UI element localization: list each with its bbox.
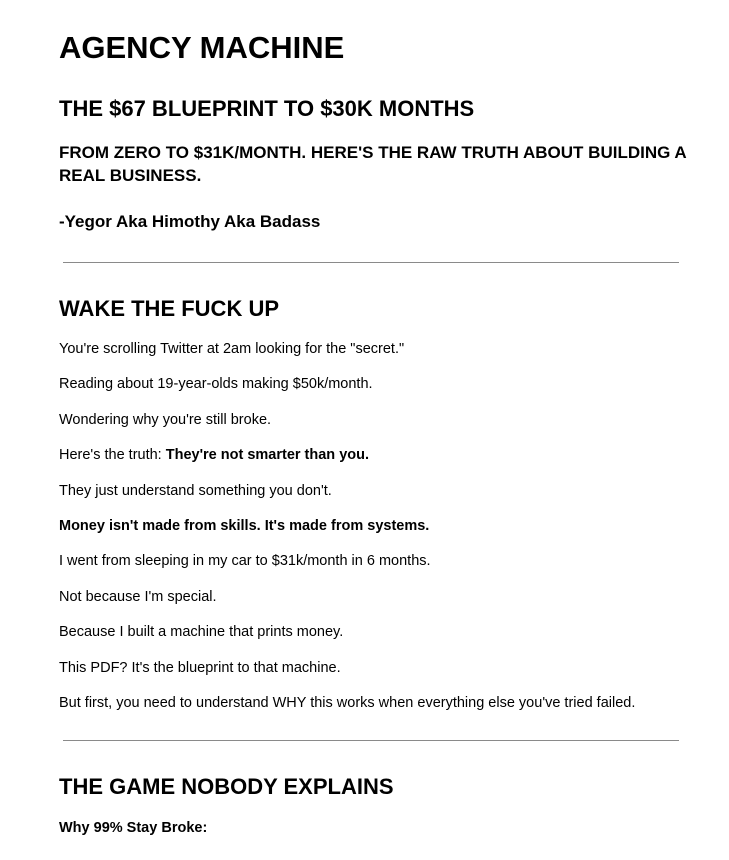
author-signature: -Yegor Aka Himothy Aka Badass	[59, 212, 321, 231]
paragraph: I went from sleeping in my car to $31k/month in 6 months.	[59, 553, 431, 569]
paragraph: They just understand something you don't.	[59, 483, 332, 499]
section-heading-wake-up: WAKE THE FUCK UP	[59, 296, 279, 321]
paragraph: This PDF? It's the blueprint to that machine.	[59, 660, 341, 676]
paragraph: Because I built a machine that prints money.	[59, 624, 344, 640]
paragraph: Reading about 19-year-olds making $50k/month.	[59, 376, 373, 392]
paragraph-lead: Here's the truth:	[59, 447, 166, 463]
paragraph: Wondering why you're still broke.	[59, 412, 272, 428]
paragraph-emphasis: Money isn't made from skills. It's made from systems.	[59, 518, 430, 534]
section-heading-game: THE GAME NOBODY EXPLAINS	[59, 774, 394, 799]
divider	[63, 262, 679, 263]
paragraph	[59, 446, 369, 464]
document-title: AGENCY MACHINE	[59, 30, 345, 65]
paragraph: Not because I'm special.	[59, 589, 217, 605]
document-subtitle: THE $67 BLUEPRINT TO $30K MONTHS	[59, 96, 475, 121]
intro-statement: FROM ZERO TO $31K/MONTH. HERE'S THE RAW TRUTH ABOUT BUILDING A REAL BUSINESS.	[59, 143, 687, 185]
section-subheading: Why 99% Stay Broke:	[59, 820, 208, 836]
divider	[63, 740, 679, 741]
paragraph-emphasis: They're not smarter than you.	[165, 447, 370, 463]
paragraph: You're scrolling Twitter at 2am looking for the "secret."	[59, 341, 405, 357]
paragraph: But first, you need to understand WHY this works when everything else you've tried failed.	[59, 695, 636, 711]
